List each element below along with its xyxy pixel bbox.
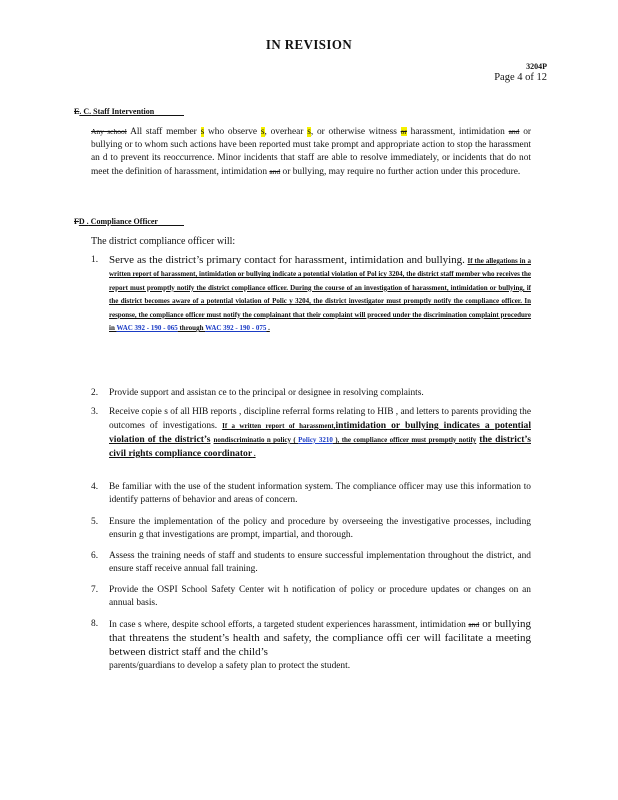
page-number: Page 4 of 12: [494, 72, 547, 83]
highlighted-insert: s: [200, 127, 205, 137]
inserted-text: .: [252, 450, 256, 458]
list-item-number: 1.: [91, 255, 99, 265]
list-item-text: Assess the training needs of staff and students to ensure successful implementation throughout the district, and ensure staff receive annual fall training.: [109, 551, 531, 574]
section-f-deleted-letter: F: [74, 217, 79, 226]
deleted-text: or: [400, 127, 407, 136]
list-item-text: Ensure the implementation of the policy and procedure by overseeing the investigative processes, including ensurin g that investigations are prompt, impartial, and thorough.: [109, 517, 531, 540]
section-f-intro: The district compliance officer will:: [91, 236, 236, 247]
section-e-title: Staff Intervention: [91, 107, 155, 116]
deleted-text: and: [468, 620, 480, 629]
policy-reference: Policy 3210: [298, 436, 333, 444]
paragraph-text: , or otherwise witness: [310, 127, 401, 137]
list-item-text: Serve as the district’s primary contact for harassment, intimidation and bullying.: [109, 254, 465, 266]
inserted-text: .: [266, 324, 270, 333]
highlighted-insert: s: [260, 127, 265, 137]
inserted-text: nondiscriminatio n policy (: [213, 436, 299, 444]
highlighted-insert: s: [307, 127, 311, 137]
inserted-text: through: [177, 324, 206, 333]
paragraph-text: who observe: [204, 127, 261, 137]
list-item-number: 6.: [91, 551, 99, 561]
list-item-text: Provide the OSPI School Safety Center wit h notification of policy or procedure updates or changes on an annual basis.: [109, 585, 531, 608]
section-e-heading: [74, 107, 184, 116]
paragraph-text: or bullying or to whom such actions have been reported must take prompt and appropriate action to stop the harassment an d to prevent its reoccurrence. Minor incidents that staff are able to resolve immediately, or incidents that do not meet the definition of harassment, intimidation: [91, 127, 532, 177]
deleted-text: Any school: [91, 127, 127, 136]
inserted-text: If a written report of harassment,: [222, 422, 336, 430]
section-e-paragraph: [91, 125, 531, 179]
wac-reference: WAC 392 - 190 - 075: [205, 324, 267, 333]
section-f-heading: [74, 217, 184, 226]
inserted-text: If the allegations in a written report of harassment, intimidation or bullying indicate a potential violation of Pol icy 3204, the district staff member who receives the report must promptly notify the district compliance officer. During the course of an investigation of harassment, intimidation or bullying, if the district becomes aware of a potential violation of Polic y 3204, the district investigator must promptly notify the compliance officer. In response, the compliance officer must notify the complainant that their complaint will proceed under the discrimination complaint procedure in: [109, 257, 531, 333]
paragraph-text: , overhear: [264, 127, 308, 137]
paragraph-text: harassment, intimidation: [406, 127, 509, 137]
section-e-deleted-letter: E: [74, 107, 80, 116]
document-number: 3204P: [526, 62, 547, 71]
list-item-number: 7.: [91, 585, 99, 595]
section-f-title: Compliance Officer: [88, 217, 158, 226]
list-item-text: Be familiar with the use of the student information system. The compliance officer may use this information to identify patterns of behavior and areas of concern.: [109, 482, 531, 505]
list-item-number: 2.: [91, 388, 99, 398]
inserted-text: ), the compliance officer must promptly notify: [332, 436, 477, 444]
section-e-new-letter: . C.: [79, 107, 92, 116]
paragraph-text: or bullying, may require no further action under this procedure.: [280, 167, 521, 177]
inserted-text: the district’s civil rights compliance coordinator: [109, 434, 531, 459]
list-item-text: Provide support and assistan ce to the principal or designee in resolving complaints.: [109, 388, 424, 398]
section-f-new-letter: D .: [78, 217, 89, 226]
list-item-text: parents/guardians to develop a safety plan to protect the student.: [109, 661, 351, 671]
inserted-text: or bullying that threatens the student’s health and safety, the compliance offi cer will facilitate a meeting between district staff and the child’s: [109, 618, 531, 658]
deleted-text: and: [508, 127, 520, 136]
page-title: IN REVISION: [265, 38, 353, 53]
list-item-number: 8.: [91, 619, 99, 629]
list-item-number: 3.: [91, 407, 99, 417]
deleted-text: and: [269, 167, 281, 176]
wac-reference: WAC 392 - 190 - 065: [116, 324, 178, 333]
inserted-text: intimidation or bullying indicates a potential violation of the district’s: [109, 420, 531, 445]
list-item-text: In case s where, despite school efforts, a targeted student experiences harassment, intimidation: [109, 620, 469, 630]
list-item-number: 5.: [91, 517, 99, 527]
paragraph-text: All staff member: [126, 127, 201, 137]
list-item-text: Receive copie s of all HIB reports , discipline referral forms relating to HIB , and letters to parents providing the outcomes of investigations.: [109, 407, 531, 431]
list-item-number: 4.: [91, 482, 99, 492]
